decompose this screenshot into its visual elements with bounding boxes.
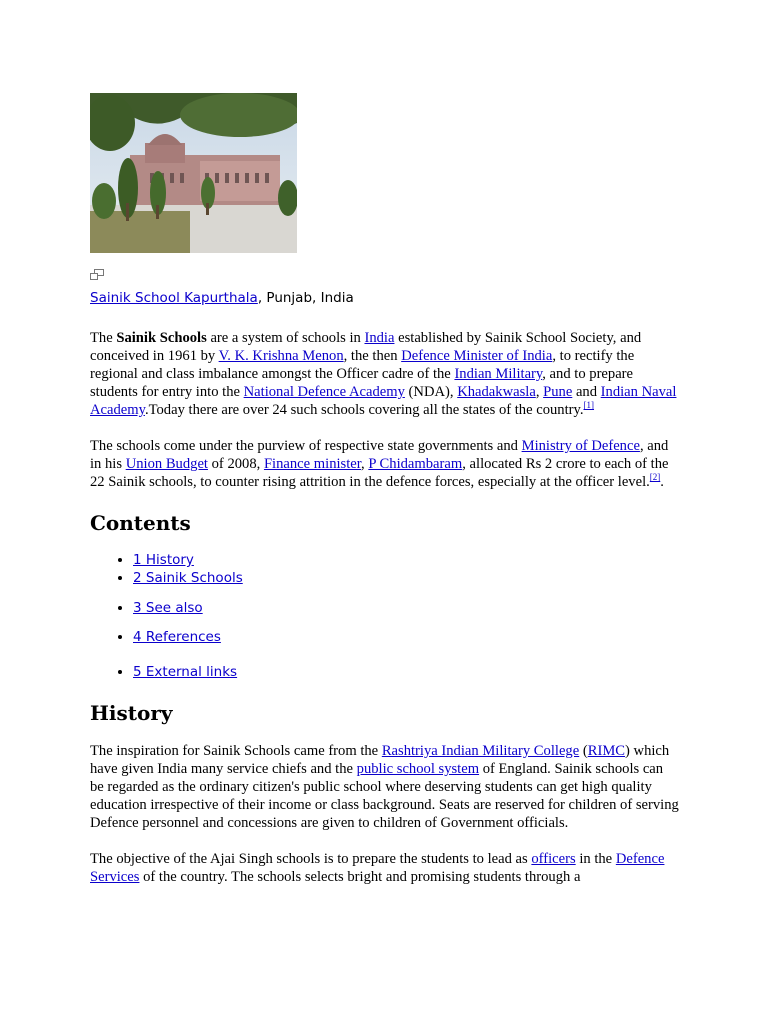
toc-link-external-links[interactable]: 5 External links <box>133 664 238 680</box>
link-union-budget[interactable]: Union Budget <box>125 456 208 472</box>
text-run: The schools come under the purview of respective state governments and <box>90 438 522 454</box>
toc-link-sainik-schools[interactable]: 2 Sainik Schools <box>133 570 243 586</box>
school-building-photo <box>90 93 297 253</box>
bold-text: Sainik Schools <box>116 330 207 346</box>
link-p-chidambaram[interactable]: P Chidambaram <box>368 456 463 472</box>
text-run: ) which have given India many service chiefs and the <box>90 743 670 777</box>
text-run: .Today there are over 24 such schools covering all the states of the country. <box>144 402 584 418</box>
link-indian-military[interactable]: Indian Military <box>454 366 543 382</box>
text-run: of England. Sainik schools can be regarded as the ordinary citizen's public school where deserving students can get high quality education irrespective of their income or class background. Seats are reserved for children of serving Defence personnel and concessions are given to children of Government officials. <box>90 761 679 831</box>
citation <box>584 400 595 410</box>
citation-link[interactable]: [2] <box>649 472 661 483</box>
toc-item <box>133 569 680 587</box>
link-ministry-of-defence[interactable]: Ministry of Defence <box>521 438 640 454</box>
toc-item <box>133 599 680 617</box>
toc-item <box>133 551 680 569</box>
infobox-image[interactable] <box>90 93 680 253</box>
caption-text: , Punjab, India <box>257 290 354 306</box>
text-run: The objective of the Ajai Singh schools is to prepare the students to lead as <box>90 851 532 867</box>
image-caption <box>90 289 680 307</box>
text-run: of the country. The schools selects bright and promising students through a <box>139 869 581 885</box>
enlarge-icon[interactable] <box>90 267 680 279</box>
history-heading: History <box>90 701 173 725</box>
link-india[interactable]: India <box>364 330 395 346</box>
text-run: . <box>660 474 664 490</box>
text-run: The inspiration for Sainik Schools came from the <box>90 743 382 759</box>
link-v-k-krishna-menon[interactable]: V. K. Krishna Menon <box>218 348 344 364</box>
caption-link[interactable]: Sainik School Kapurthala <box>90 290 258 306</box>
link-defence-minister-of-india[interactable]: Defence Minister of India <box>401 348 553 364</box>
link-finance-minister[interactable]: Finance minister <box>263 456 362 472</box>
text-run: are a system of schools in <box>206 330 365 346</box>
intro-paragraph-2 <box>90 437 680 491</box>
link-officers[interactable]: officers <box>531 851 576 867</box>
text-run: established by Sainik School Society, and conceived in 1961 by <box>90 330 642 364</box>
link-rimc[interactable]: RIMC <box>587 743 626 759</box>
history-paragraph-2 <box>90 850 680 886</box>
text-run: , <box>535 384 544 400</box>
toc-link-see-also[interactable]: 3 See also <box>133 600 203 616</box>
citation-link[interactable]: [1] <box>583 400 595 411</box>
link-indian-naval-academy[interactable]: Indian Naval Academy <box>90 384 677 418</box>
toc-item <box>133 663 680 681</box>
link-rashtriya-indian-military-college[interactable]: Rashtriya Indian Military College <box>381 743 580 759</box>
toc-link-references[interactable]: 4 References <box>133 629 221 645</box>
text-run: , and to prepare students for entry into the <box>90 366 634 400</box>
text-run: The <box>90 330 117 346</box>
text-run: of 2008, <box>207 456 264 472</box>
text-run: , to rectify the regional and class imbalance amongst the Officer cadre of the <box>90 348 635 382</box>
text-run: , the then <box>343 348 402 364</box>
text-run: , <box>361 456 369 472</box>
toc-item <box>133 628 680 646</box>
text-run: , allocated Rs 2 crore to each of the 22 Sainik schools, to counter rising attrition in the defence forces, especially at the officer level. <box>90 456 669 490</box>
link-public-school-system[interactable]: public school system <box>356 761 480 777</box>
table-of-contents <box>90 551 680 681</box>
text-run: (NDA), <box>404 384 458 400</box>
article <box>90 93 680 886</box>
contents-heading: Contents <box>90 511 191 535</box>
text-run: ( <box>579 743 588 759</box>
text-run: in the <box>575 851 616 867</box>
link-pune[interactable]: Pune <box>543 384 573 400</box>
citation <box>650 472 661 482</box>
toc-link-history[interactable]: 1 History <box>133 552 194 568</box>
link-khadakwasla[interactable]: Khadakwasla <box>457 384 536 400</box>
text-run: , and in his <box>90 438 669 472</box>
intro-paragraph-1 <box>90 329 680 419</box>
history-paragraph-1 <box>90 742 680 832</box>
link-national-defence-academy[interactable]: National Defence Academy <box>243 384 405 400</box>
link-defence-services[interactable]: Defence Services <box>90 851 665 885</box>
text-run: and <box>572 384 601 400</box>
